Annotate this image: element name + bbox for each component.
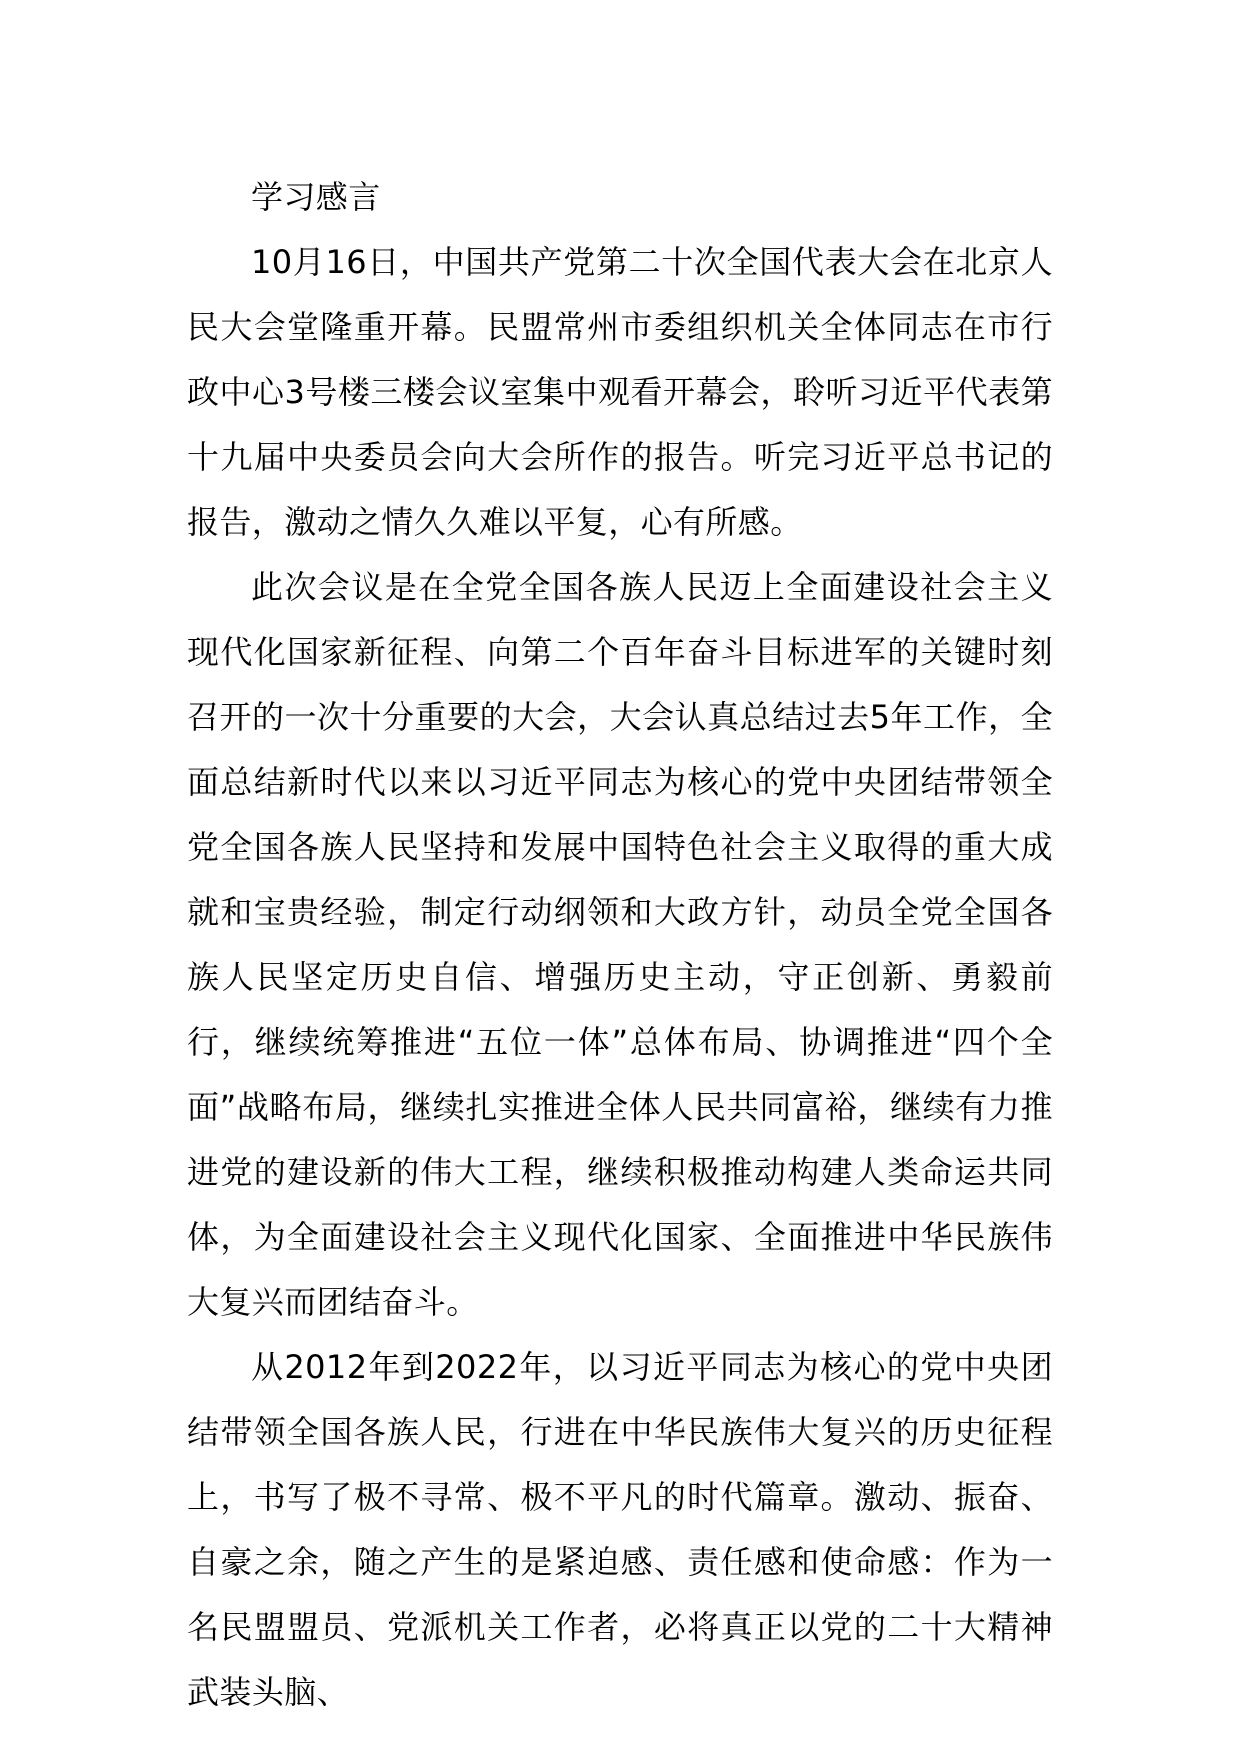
document-title: 学习感言 [251,178,381,216]
paragraph-1: 10月16日，中国共产党第二十次全国代表大会在北京人民大会堂隆重开幕。民盟常州市委组织机关全体同志在市行政中心3号楼三楼会议室集中观看开幕会，聆听习近平代表第十九届中央委员会向大会所作的报告。听完习近平总书记的报告，激动之情久久难以平复，心有所感。 [187,243,1053,541]
paragraph-3: 从2012年到2022年，以习近平同志为核心的党中央团结带领全国各族人民，行进在中华民族伟大复兴的历史征程上，书写了极不寻常、极不平凡的时代篇章。激动、振奋、自豪之余，随之产生的是紧迫感、责任感和使命感：作为一名民盟盟员、党派机关工作者，必将真正以党的二十大精神武装头脑、 [187,1348,1053,1711]
paragraph-2: 此次会议是在全党全国各族人民迈上全面建设社会主义现代化国家新征程、向第二个百年奋斗目标进军的关键时刻召开的一次十分重要的大会，大会认真总结过去5年工作，全面总结新时代以来以习近平同志为核心的党中央团结带领全党全国各族人民坚持和发展中国特色社会主义取得的重大成就和宝贵经验，制定行动纲领和大政方针，动员全党全国各族人民坚定历史自信、增强历史主动，守正创新、勇毅前行，继续统筹推进“五位一体”总体布局、协调推进“四个全面”战略布局，继续扎实推进全体人民共同富裕，继续有力推进党的建设新的伟大工程，继续积极推动构建人类命运共同体，为全面建设社会主义现代化国家、全面推进中华民族伟大复兴而团结奋斗。 [187,568,1053,1321]
document-body [187,165,1053,1725]
